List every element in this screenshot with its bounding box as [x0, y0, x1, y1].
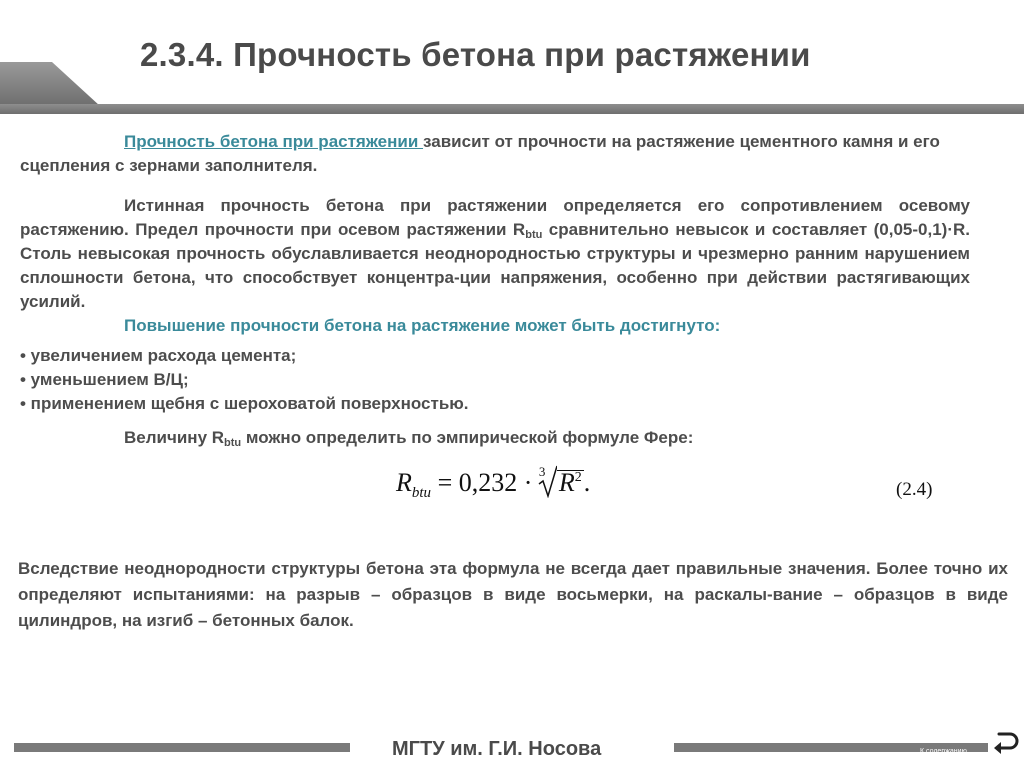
improvement-list [20, 344, 970, 416]
rbtu-subscript: btu [525, 229, 543, 241]
equation-number: (2.4) [896, 479, 933, 500]
formula-coefficient: = 0,232 · [431, 468, 539, 497]
improvement-heading: Повышение прочности бетона на растяжение может быть достигнуто: [124, 316, 721, 335]
header-bar [0, 104, 1024, 114]
footer-institution: МГТУ им. Г.И. Носова [392, 738, 602, 760]
list-item: • увеличением расхода цемента; [20, 346, 297, 365]
formula-intro-text-a: Величину R [124, 428, 225, 447]
conclusion-paragraph: Вследствие неоднородности структуры бетона эта формула не всегда дает правильные значения. Более точно их определяют испытаниями: на разрыв – образцов в виде восьмерки, на раскалы-вание – образцов в виде цилиндров, на изгиб – бетонных балок. [18, 559, 1008, 630]
formula-lhs: R [396, 468, 412, 497]
paragraph-1-text: зависит от прочности на растяжение цементного камня и его сцепления с зернами заполнителя. [20, 132, 940, 175]
radicand-exponent: 2 [574, 470, 582, 485]
toc-link[interactable]: К содержанию [920, 748, 967, 755]
paragraph-2-text-b: сравнительно невысок и составляет (0,05-0,1)·R. Столь невысокая прочность обуславливается неоднородностью структуры и чрезмерно ранним нарушением сплошности бетона, что способствует концентра-ции напряжения, особенно при действии растягивающих усилий. [20, 220, 970, 311]
paragraph-2 [20, 194, 970, 314]
paragraph-2-text-a: Истинная прочность бетона при растяжении определяется его сопротивлением осевому растяжению. Предел прочности при осевом растяжении R [20, 196, 970, 239]
main-content [20, 130, 970, 530]
root-index: 3 [538, 464, 546, 479]
footer-bar-left [14, 743, 350, 752]
definition-link[interactable]: Прочность бетона при растяжении [124, 132, 424, 151]
header-wedge-decoration [0, 62, 100, 106]
formula-period: . [583, 468, 591, 497]
radical-sign-icon [537, 464, 557, 498]
radicand-base: R [558, 468, 575, 497]
return-arrow-icon[interactable] [992, 728, 1020, 754]
cube-root [538, 464, 584, 497]
formula-intro-text-b: можно определить по эмпирической формуле Фере: [241, 428, 694, 447]
rbtu-subscript: btu [224, 437, 242, 449]
paragraph-1 [20, 130, 970, 178]
list-item: • применением щебня с шероховатой поверхностью. [20, 394, 469, 413]
fere-formula [396, 464, 591, 501]
list-item: • уменьшением В/Ц; [20, 370, 189, 389]
radicand [557, 470, 584, 495]
page-title: 2.3.4. Прочность бетона при растяжении [140, 36, 811, 73]
formula-intro [20, 426, 970, 450]
formula-lhs-subscript: btu [411, 485, 432, 501]
formula-row [20, 450, 970, 530]
